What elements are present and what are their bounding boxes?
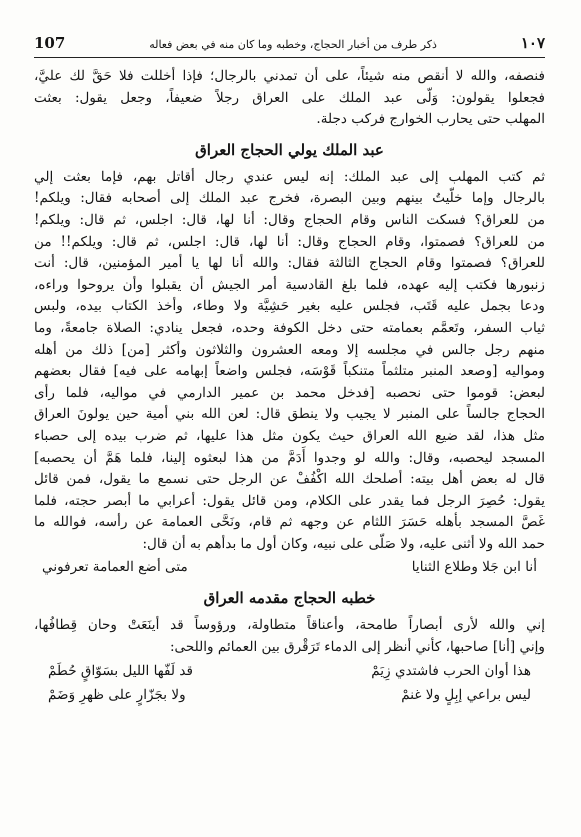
text-line: يقول: حُصِرَ الرجل فما يقدر على الكلام، ومن قائل يقول: أعرابي ما أبصر حجته، فلما [34,492,545,509]
page-body [34,66,545,707]
text-line: ثم كتب المهلب إلى عبد الملك: إنه ليس عندي رجال أقاتل بهم، فإما بعثت إلي [34,168,545,185]
text-line: فنصفه، والله لا أنقص منه شيئاً، على أن تمدني بالرجال؛ فإذا أخللت فلا حَقَّ لك عليَّ، [34,68,545,84]
intro-paragraph [34,66,545,131]
text-line: من للعراق؟ فصمتوا، وقام الحجاج وقال: أنا لها، قال: اجلس، ثم قال: ويلكم!! من [34,233,545,250]
running-title: ذكر طرف من أخبار الحجاج، وخطبه وما كان منه في بعض فعاله [149,38,437,51]
text-line: وإني [أنا] صاحبها، كأني أنظر إلى الدماء تَرَقْرق بين العمائم واللحى: [169,639,545,656]
text-line: قال له بعض أهل بيته: أصلحك الله اكْفُفْ عن الرجل حتى نسمع ما يقول، فمن قائل [34,471,545,488]
section-heading: خطبه الحجاج مقدمه العراق [203,589,376,608]
section-paragraph [34,167,545,556]
verse-hemistich-first: ليس براعي إبِلٍ ولا غنمْ [401,686,531,703]
text-line: منهم رجل جالس في مجلسه إلا ومعه العشرون والثلاثون وأكثر [من] ذلك من أهله [34,341,545,358]
page-number-arabic: ١٠٧ [520,34,545,52]
verse-line [34,555,545,579]
verse-hemistich-second: ولا بجَزّارٍ على ظهرِ وَضَمْ [48,686,186,703]
text-line: الحجاج جالساً على المنبر لا يجيب ولا ينطق قال: لعن الله بني أمية حين يولونَ العراق [34,406,545,423]
verse-hemistich-second: قد لَفّها الليل بسَوّاقٍ حُطَمْ [48,662,194,679]
text-line: المهلب حتى يحارب الخوارج فركب دجلة. [316,111,545,128]
text-line: إني والله لأرى أبصاراً طامحة، وأعناقاً متطاولة، ورؤوساً قد أينَعَتْ وحان قِطافُها، [34,617,545,634]
page-header [34,34,545,58]
text-line: لبعض: قوموا حتى نحصبه [فدخل محمد بن عمير الدارمي في مواليه، فلما رأى [34,384,545,401]
text-line: غَصَّ المسجد بأهله حَسَرَ اللثام عن وجهه ثم قام، ونَحَّى العمامة عن رأسه، فوالله ما [34,514,545,531]
text-line: ودعا بجمل عليه قَتَب، فجلس عليه بغير حَشِيَّة ولا وطاء، وأخذ الكتاب بيده، ولبس [34,298,545,315]
speech-paragraph [34,615,545,658]
text-line: ثياب السفر، وتَعمَّم بعمامته حتى دخل الكوفة وحده، فجعل ينادي: الصلاة جامعةً، وما [34,319,545,336]
page-number-latin: 107 [34,34,66,52]
verse-line [34,683,545,707]
verse-hemistich-second: متى أضع العمامة تعرفوني [42,559,188,576]
text-line: من للعراق؟ فسكت الناس وقام الحجاج وقال: أنا لها، قال: اجلس، ثم قال: ويلكم! [34,211,545,228]
text-line: للعراق؟ فصمتوا وقام الحجاج الثالثة فقال: والله أنا لها يا أمير المؤمنين، قال: أنت [34,255,545,272]
verse-line [34,659,545,683]
text-line: زنبورها فكتب إليه عهده، فلما بلغ القادسية أمر الجيش أن يقبلوا وأن يروحوا وراءه، [34,276,545,293]
text-line: ومواليه [وصعد المنبر متلثماً متنكباً قَوْسَه، فجلس واضعاً إبهامه على فيه] فقال بعضهم [34,363,545,380]
verse-hemistich-first: هذا أوان الحرب فاشتدي زِيَمْ [371,662,531,679]
text-line: مثل هذا، لقد ضيع الله العراق حيث يكون مثل هذا عليها، ثم ضرب بيده إلى حصباء [34,427,545,444]
verse-hemistich-first: أنا ابن جَلا وطلاع الثنايا [411,559,537,576]
text-line: المسجد ليحصبه، وقال: والله لو وجدوا أَدَمَّ من هذا لبعثوه إلينا، فلما هَمَّ أن يحصبه] [34,449,545,466]
text-line: حمد الله ولا أثنى عليه، ولا صَلّى على نبيه، وكان أول ما بدأهم به أن قال: [142,535,545,552]
text-line: بالرجال وإما خلّيتُ بينهم وبين البصرة، فخرج عبد الملك إلى أصحابه فقال: ويلكم! [34,190,545,207]
section-heading: عبد الملك يولي الحجاج العراق [195,140,384,159]
text-line: فجعلوا يقولون: وَلّى عبد الملك على العراق رجلاً ضعيفاً، وجعل يقول: بعثت [34,89,545,106]
